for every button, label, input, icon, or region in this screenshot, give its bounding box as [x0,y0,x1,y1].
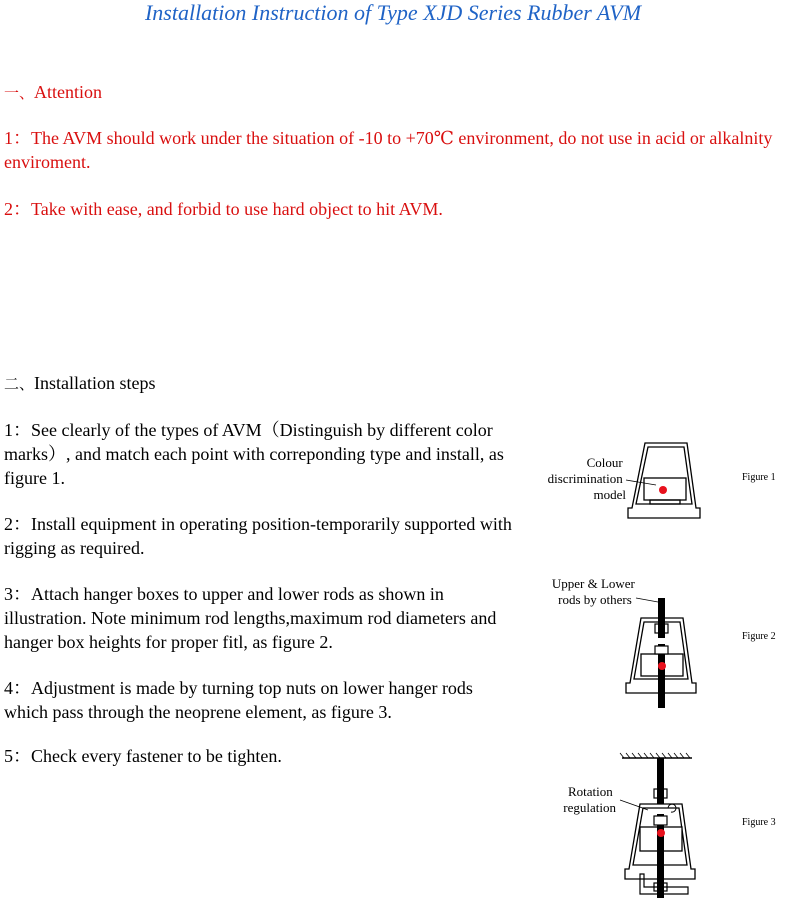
figure-1-callout: Colour discrimination model [547,455,626,502]
callout-line [636,598,658,602]
step-4: 4：Adjustment is made by turning top nuts on lower hanger rods which pass through the neoprene element, as figure 3. [4,678,473,722]
adjusting-nut [654,816,667,825]
figure-2-callout: Upper & Lower rods by others [551,576,635,607]
hanger-box [628,443,700,518]
attention-heading: 一、Attention [4,82,103,102]
steps-heading: 二、Installation steps [4,373,156,393]
callout-line [620,800,648,810]
colour-marker-dot [658,662,666,670]
figure-3-callout: Rotation regulation [563,784,616,815]
lower-rod [657,814,664,898]
step-1: 1：See clearly of the types of AVM（Distinguish by different color marks）, and match each point with correponding type and install, as figure 1. [4,420,504,488]
step-3: 3：Attach hanger boxes to upper and lower rods as shown in illustration. Note minimum rod lengths,maximum rod diameters and hanger box heights for proper fitl, as figure 2. [4,584,497,652]
page-title: Installation Instruction of Type XJD Series Rubber AVM [144,0,642,25]
colour-marker-dot [659,486,667,494]
figure-1-caption: Figure 1 [742,472,776,483]
figure-1-diagram [540,440,800,525]
figure-2-caption: Figure 2 [742,631,776,642]
step-5: 5：Check every fastener to be tighten. [4,746,282,766]
colour-marker-dot [657,829,665,837]
attention-item-2: 2：Take with ease, and forbid to use hard object to hit AVM. [4,199,443,219]
lower-nut [655,646,668,654]
figure-3-caption: Figure 3 [742,817,776,828]
step-2: 2：Install equipment in operating position-temporarily supported with rigging as required. [4,514,512,558]
attention-item-1: 1：The AVM should work under the situation of -10 to +70℃ environment, do not use in acid or alkalnity enviroment. [4,128,773,172]
upper-rod [657,758,664,804]
figure-2-diagram [540,574,800,709]
figure-3-diagram [540,752,800,900]
